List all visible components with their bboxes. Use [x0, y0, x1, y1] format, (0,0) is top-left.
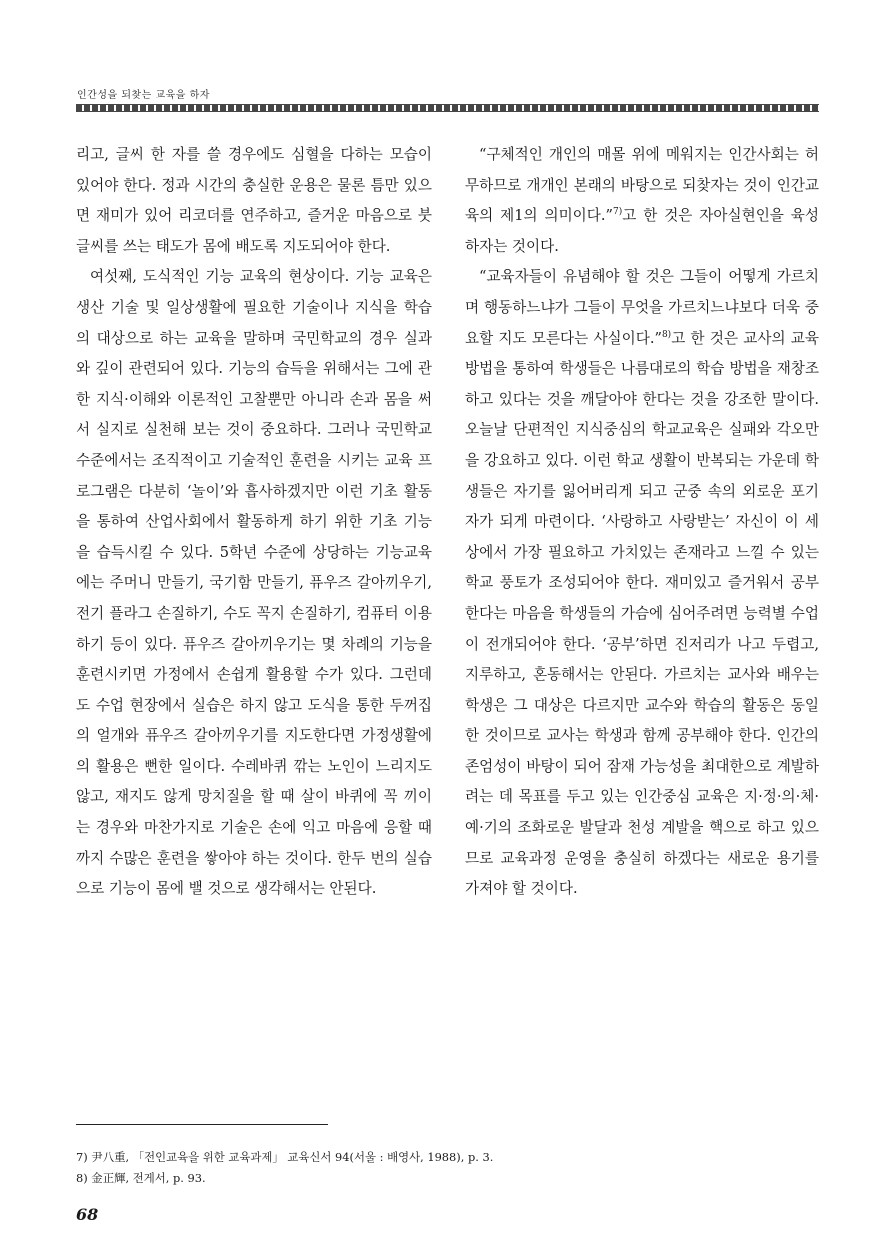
header-rule	[76, 104, 819, 112]
right-paragraph-2-tail: 고 한 것은 교사의 교육 방법을 통하여 학생들은 나름대로의 학습 방법을 재창조하고 있다는 것을 깨달아야 한다는 것을 강조한 말이다. 오늘날 단편적인 지식중심의 학교교육은 실패와 각오만을 강요하고 있다. 이런 학교 생활이 반복되는 가운데 학생들은 자기를 잃어버리게 되고 군중 속의 외로운 포기자가 되게 마련이다. ‘사랑하고 사랑받는’ 자신이 이 세상에서 가장 필요하고 가치있는 존재라고 느낄 수 있는 학교 풍토가 조성되어야 한다. 재미있고 즐거워서 공부한다는 마음을 학생들의 가슴에 심어주려면 능력별 수업이 전개되어야 한다. ‘공부’하면 진저리가 나고 두렵고, 지루하고, 혼동해서는 안된다. 가르치는 교사와 배우는 학생은 그 대상은 다르지만 교수와 학습의 활동은 동일한 것이므로 교사는 학생과 함께 공부해야 한다. 인간의 존엄성이 바탕이 되어 잠재 가능성을 최대한으로 계발하려는 데 목표를 두고 있는 인간중심 교육은 지·정·의·체·예·기의 조화로운 발달과 천성 계발을 핵으로 하고 있으므로 교육과정 운영을 충실히 하겠다는 새로운 용기를 가져야 할 것이다.	[465, 329, 819, 898]
quote-1: “구체적인 개인의 매몰 위에 메워지는 인간사회는 허무하므로 개개인 본래의 바탕으로 되찾자는 것이 인간교육의 제1의 의미이다.”	[465, 146, 819, 225]
right-paragraph-1-tail: 고 한 것은 자아실현인을 육성하자는 것이다.	[465, 207, 819, 255]
page-number: 68	[76, 1205, 99, 1224]
footnote-8: 8) 金正輝, 전게서, p. 93.	[76, 1171, 206, 1185]
footnotes	[76, 1147, 493, 1189]
running-header: 인간성을 되찾는 교육을 하자	[77, 90, 210, 101]
footnote-7: 7) 尹八重, 「전인교육을 위한 교육과제」 교육신서 94(서울 : 배영사, 1988), p. 3.	[76, 1150, 494, 1164]
footnote-ref-7: 7)	[612, 207, 623, 218]
left-paragraph-2: 여섯째, 도식적인 기능 교육의 현상이다. 기능 교육은 생산 기술 및 일상생활에 필요한 기술이나 지식을 학습의 대상으로 하는 교육을 말하며 국민학교의 경우 실과와 깊이 관련되어 있다. 기능의 습득을 위해서는 그에 관한 지식·이해와 이론적인 고찰뿐만 아니라 손과 몸을 써서 실지로 실천해 보는 것이 중요하다. 그러나 국민학교 수준에서는 조직적이고 기술적인 훈련을 시키는 교육 프로그램은 다분히 ‘놀이’와 흡사하겠지만 이런 기초 활동을 통하여 산업사회에서 활동하게 하기 위한 기초 기능을 습득시킬 수 있다. 5학년 수준에 상당하는 기능교육에는 주머니 만들기, 국기함 만들기, 퓨우즈 갈아끼우기, 전기 플라그 손질하기, 수도 꼭지 손질하기, 컴퓨터 이용하기 등이 있다. 퓨우즈 갈아끼우기는 몇 차례의 기능을 훈련시키면 가정에서 손쉽게 활용할 수가 있다. 그런데도 수업 현장에서 실습은 하지 않고 도식을 통한 두꺼집의 얼개와 퓨우즈 갈아끼우기를 지도한다면 가정생활에의 활용은 뻔한 일이다. 수레바퀴 깎는 노인이 느리지도 않고, 재지도 않게 망치질을 할 때 살이 바퀴에 꼭 끼이는 경우와 마찬가지로 기술은 손에 익고 마음에 응할 때까지 수많은 훈련을 쌓아야 하는 것이다. 한두 번의 실습으로 기능이 몸에 밸 것으로 생각해서는 안된다.	[76, 268, 432, 898]
left-column	[76, 140, 432, 905]
quote-2: “교육자들이 유념해야 할 것은 그들이 어떻게 가르치며 행동하느냐가 그들이 무엇을 가르치느냐보다 더욱 중요할 지도 모른다는 사실이다.”	[465, 268, 819, 347]
left-paragraph-1: 리고, 글씨 한 자를 쓸 경우에도 심혈을 다하는 모습이 있어야 한다. 정과 시간의 충실한 운용은 물론 틈만 있으면 재미가 있어 리코더를 연주하고, 즐거운 마음으로 붓글씨를 쓰는 태도가 몸에 배도록 지도되어야 한다.	[76, 146, 432, 255]
right-paragraph-1	[465, 140, 819, 262]
footnote-rule	[76, 1124, 328, 1125]
right-paragraph-2	[465, 262, 819, 904]
right-column	[465, 140, 819, 905]
footnote-ref-8: 8)	[661, 329, 672, 340]
